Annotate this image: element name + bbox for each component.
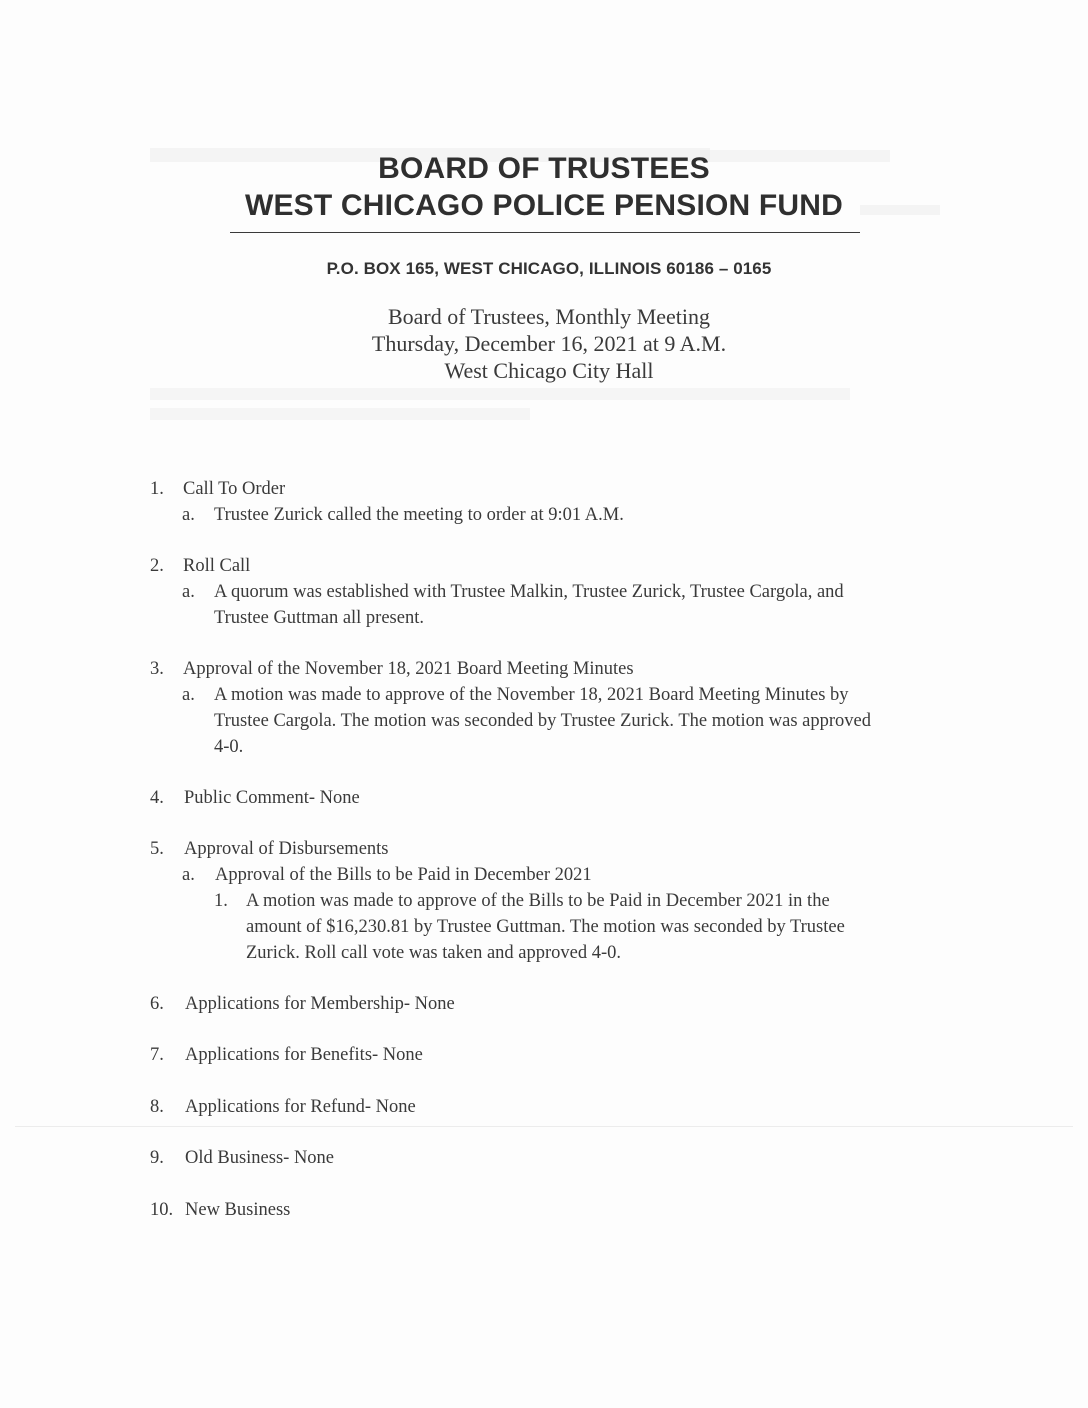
list-item-number: 10. bbox=[150, 1200, 174, 1220]
list-item-number: 1. bbox=[150, 479, 164, 499]
meeting-type: Board of Trustees, Monthly Meeting bbox=[387, 304, 711, 329]
list-item-title: Applications for Membership- None bbox=[185, 994, 455, 1014]
letterhead bbox=[0, 150, 1088, 224]
list-item-title: Call To Order bbox=[183, 479, 286, 499]
list-item-title: New Business bbox=[185, 1200, 291, 1220]
list-item-number: 5. bbox=[150, 839, 164, 859]
list-item-number: 9. bbox=[150, 1148, 164, 1168]
scan-fold-line bbox=[15, 1126, 1073, 1127]
sub-item-text: 4-0. bbox=[214, 737, 244, 757]
sub-sub-item-text: amount of $16,230.81 by Trustee Guttman. The motion was seconded by Trustee bbox=[246, 917, 845, 937]
sub-item-letter: a. bbox=[182, 685, 195, 705]
sub-item-text: Approval of the Bills to be Paid in December 2021 bbox=[215, 865, 592, 885]
list-item-number: 3. bbox=[150, 659, 164, 679]
sub-item-text: Trustee Cargola. The motion was seconded by Trustee Zurick. The motion was approved bbox=[214, 711, 872, 731]
meeting-location: West Chicago City Hall bbox=[444, 358, 654, 383]
list-item-title: Approval of Disbursements bbox=[184, 839, 389, 859]
sub-item-text: A quorum was established with Trustee Malkin, Trustee Zurick, Trustee Cargola, and bbox=[214, 582, 844, 602]
sub-item-letter: a. bbox=[182, 505, 195, 525]
list-item-number: 7. bbox=[150, 1045, 164, 1065]
list-item-title: Applications for Benefits- None bbox=[185, 1045, 423, 1065]
list-item-number: 4. bbox=[150, 788, 164, 808]
mailing-address: P.O. BOX 165, WEST CHICAGO, ILLINOIS 60186 – 0165 bbox=[326, 259, 772, 278]
meeting-info bbox=[0, 303, 1088, 384]
sub-item-letter: a. bbox=[182, 582, 195, 602]
list-item-number: 8. bbox=[150, 1097, 164, 1117]
sub-sub-item-text: Zurick. Roll call vote was taken and approved 4-0. bbox=[246, 943, 622, 963]
bleed-through-4 bbox=[150, 388, 850, 400]
meeting-date: Thursday, December 16, 2021 at 9 A.M. bbox=[371, 331, 727, 356]
sub-item-text: A motion was made to approve of the November 18, 2021 Board Meeting Minutes by bbox=[214, 685, 849, 705]
sub-sub-item-number: 1. bbox=[214, 891, 228, 911]
board-title: BOARD OF TRUSTEES bbox=[378, 152, 710, 185]
sub-item-text: Trustee Guttman all present. bbox=[214, 608, 424, 628]
list-item-number: 6. bbox=[150, 994, 164, 1014]
fund-title: WEST CHICAGO POLICE PENSION FUND bbox=[244, 189, 844, 222]
sub-item-text: Trustee Zurick called the meeting to order at 9:01 A.M. bbox=[214, 505, 624, 525]
bleed-through-5 bbox=[150, 408, 530, 420]
sub-item-letter: a. bbox=[182, 865, 195, 885]
list-item-title: Roll Call bbox=[183, 556, 251, 576]
list-item-title: Applications for Refund- None bbox=[185, 1097, 416, 1117]
header-rule bbox=[230, 232, 860, 233]
list-item-title: Approval of the November 18, 2021 Board Meeting Minutes bbox=[183, 659, 634, 679]
list-item-title: Old Business- None bbox=[185, 1148, 335, 1168]
sub-sub-item-text: A motion was made to approve of the Bills to be Paid in December 2021 in the bbox=[246, 891, 830, 911]
list-item-title: Public Comment- None bbox=[184, 788, 360, 808]
list-item-number: 2. bbox=[150, 556, 164, 576]
